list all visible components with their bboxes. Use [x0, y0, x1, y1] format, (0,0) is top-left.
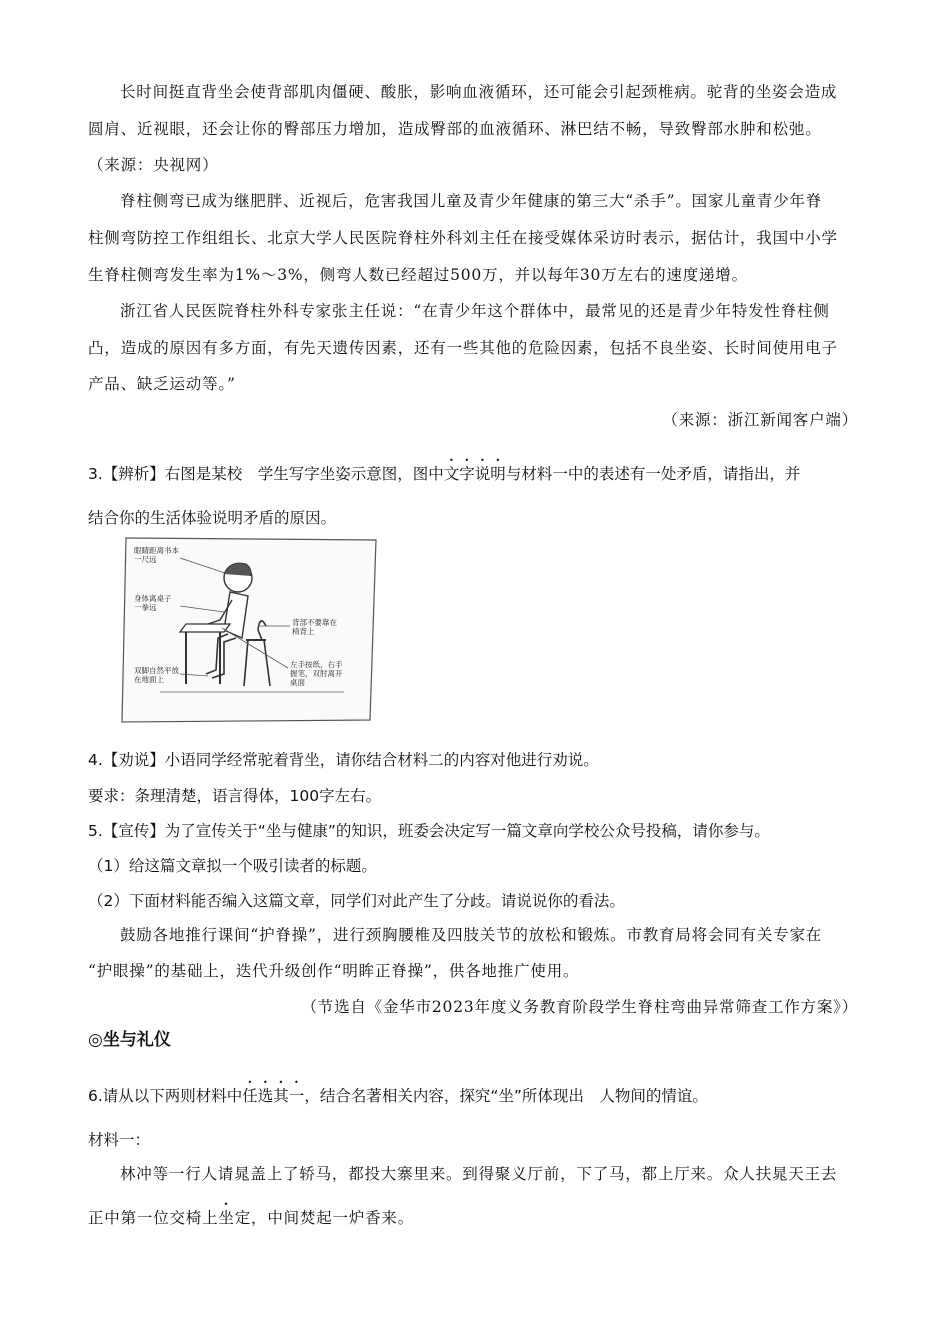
paragraph-line: 浙江省人民医院脊柱外科专家张主任说：“在青少年这个群体中，最常见的还是青少年特发性脊柱侧: [120, 302, 830, 320]
source-note: （来源：浙江新闻客户端）: [662, 411, 858, 429]
sitting-posture-figure: [120, 534, 382, 724]
question-text: 结合你的生活体验说明矛盾的原因。: [88, 509, 337, 527]
paragraph-line: 鼓励各地推行课间“护脊操”，进行颈胸腰椎及四肢关节的放松和锻炼。市教育局将会同有关专家在: [120, 926, 823, 944]
sub-question: （2）下面材料能否编入这篇文章，同学们对此产生了分歧。请说说你的看法。: [88, 892, 625, 910]
source-note: （节选自《金华市2023年度义务教育阶段学生脊柱弯曲异常筛查工作方案》）: [301, 998, 858, 1016]
emphasized-text: 坐: [218, 1209, 235, 1227]
paragraph-line: 林冲等一行人请晁盖上了轿马，都投大寨里来。到得聚义厅前，下了马，都上厅来。众人扶晁天王去: [120, 1165, 838, 1183]
question-4: 4.【劝说】小语同学经常驼着背坐，请你结合材料二的内容对他进行劝说。: [88, 751, 599, 769]
question-3: [88, 456, 878, 484]
question-5: 5.【宣传】为了宣传关于“坐与健康”的知识，班委会决定写一篇文章向学校公众号投稿，请你参与。: [88, 822, 770, 840]
paragraph-line: [88, 1200, 878, 1228]
question-text: 6.请从以下两则材料中: [88, 1087, 243, 1105]
source-note: （来源：央视网）: [88, 156, 219, 174]
question-requirement: 要求：条理清楚，语言得体，100字左右。: [88, 787, 382, 805]
figure-label-feet: 双脚自然平放 在地面上: [134, 666, 179, 684]
paragraph-text: 定，中间焚起一炉香来。: [234, 1209, 415, 1227]
question-6: [88, 1078, 878, 1106]
paragraph-line: 生脊柱侧弯发生率为1%～3%，侧弯人数已经超过500万，并以每年30万左右的速度递增。: [88, 266, 748, 284]
emphasized-text: 文字说明: [443, 465, 506, 483]
figure-label-back: 背部不要靠在 椅背上: [292, 618, 337, 636]
section-title: ◎坐与礼仪: [88, 1030, 171, 1050]
question-text: 与材料一中的表述有一处矛盾，请指出，并: [505, 465, 801, 483]
paragraph-line: 凸，造成的原因有多方面，有先天遗传因素，还有一些其他的危险因素，包括不良坐姿、长时间使用电子: [88, 339, 838, 357]
question-text: ，结合名著相关内容，探究“坐”所体现出 人物间的情谊。: [304, 1087, 708, 1105]
emphasized-text: 任选其一: [242, 1087, 305, 1105]
material-label: 材料一：: [88, 1131, 151, 1149]
paragraph-line: 长时间挺直背坐会使背部肌肉僵硬、酸胀，影响血液循环，还可能会引起颈椎病。驼背的坐姿会造成: [120, 83, 838, 101]
question-text: 3.【辨析】右图是某校 学生写字坐姿示意图，图中: [88, 465, 444, 483]
paragraph-text: 正中第一位交椅上: [88, 1209, 219, 1227]
figure-label-body-distance: 身体离桌子 一拳远: [134, 594, 172, 612]
paragraph-line: 脊柱侧弯已成为继肥胖、近视后，危害我国儿童及青少年健康的第三大“杀手”。国家儿童青少年脊: [120, 192, 823, 210]
paragraph-line: 柱侧弯防控工作组组长、北京大学人民医院脊柱外科刘主任在接受媒体采访时表示，据估计，我国中小学: [88, 229, 838, 247]
paragraph-line: 产品、缺乏运动等。”: [88, 375, 236, 393]
sub-question: （1）给这篇文章拟一个吸引读者的标题。: [88, 857, 377, 875]
figure-label-hands: 左手按纸，右手 握笔，双肘离开 桌面: [290, 660, 343, 687]
figure-label-eye-distance: 眼睛距离书本 一尺远: [134, 546, 179, 564]
paragraph-line: “护眼操”的基础上，迭代升级创作“明眸正脊操”，供各地推广使用。: [88, 962, 580, 980]
paragraph-line: 圆肩、近视眼，还会让你的臀部压力增加，造成臀部的血液循环、淋巴结不畅，导致臀部水肿和松弛。: [88, 120, 822, 138]
